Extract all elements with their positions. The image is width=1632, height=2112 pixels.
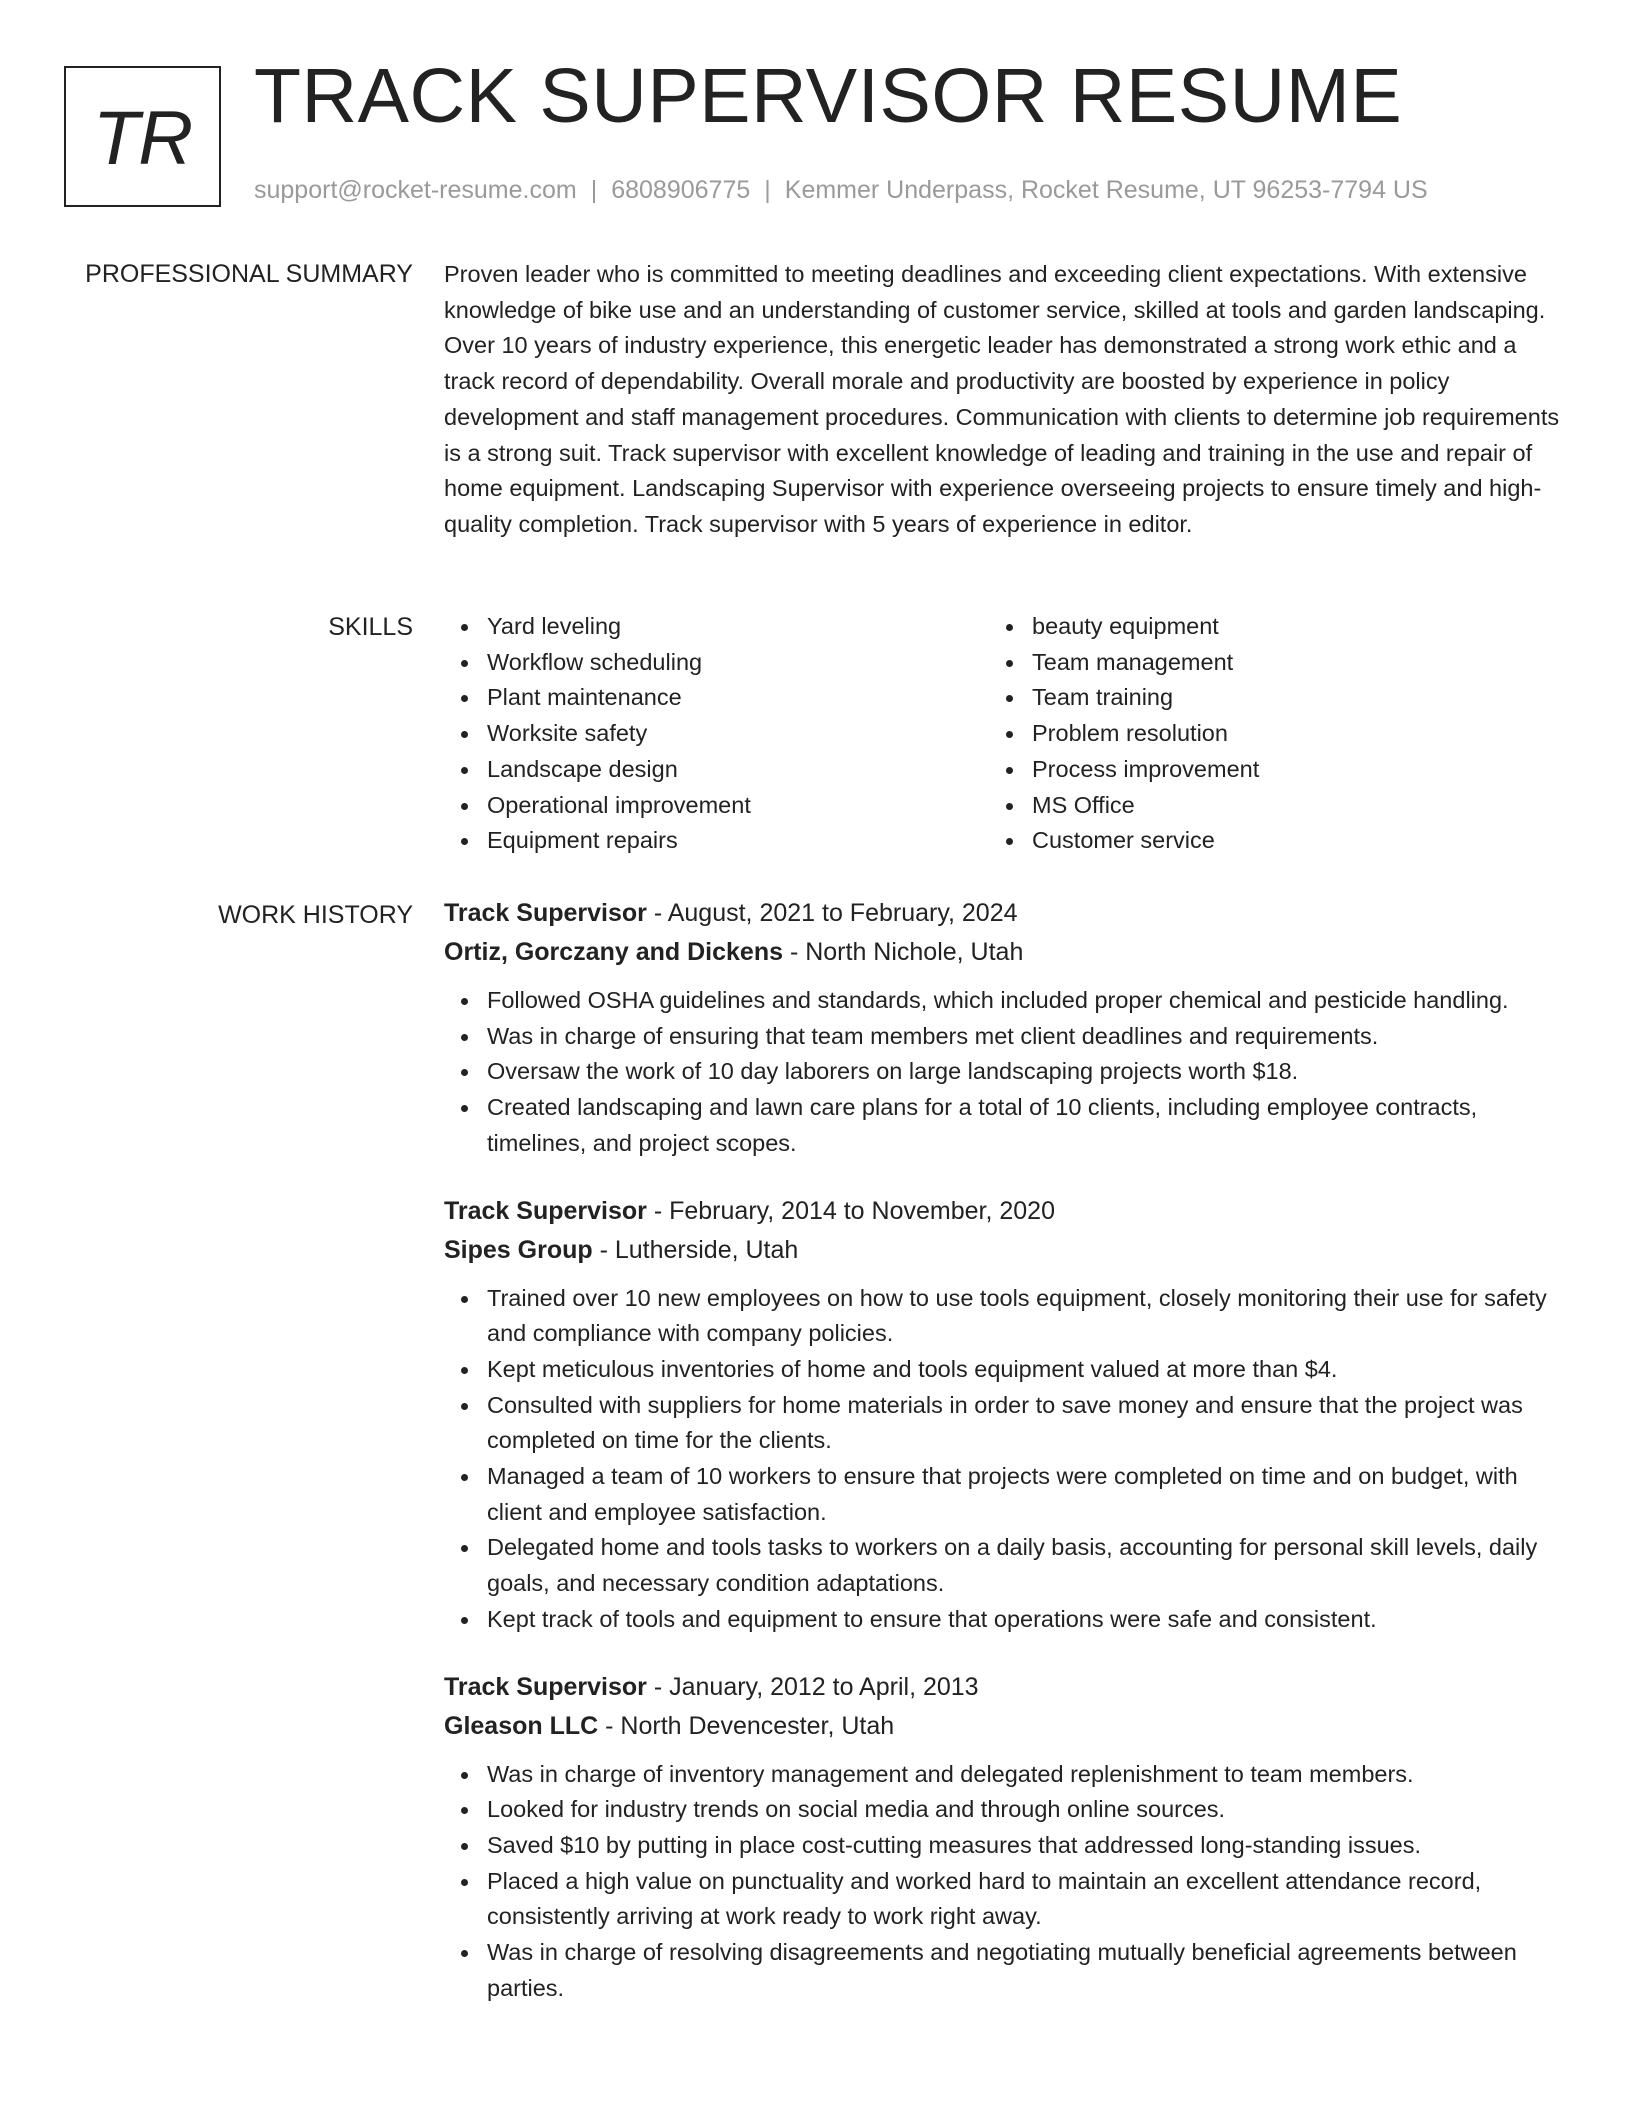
job-location: - Lutherside, Utah (592, 1235, 799, 1264)
resume-title: TRACK SUPERVISOR RESUME (254, 53, 1403, 139)
skill-item: Process improvement (1032, 752, 1534, 788)
work-history-label: WORK HISTORY (218, 901, 413, 929)
skill-item: Team training (1032, 680, 1534, 716)
contact-separator: | (764, 176, 771, 204)
skill-item: Equipment repairs (487, 823, 989, 859)
contact-line (254, 175, 1428, 205)
job-bullet: Saved $10 by putting in place cost-cutting measures that addressed long-standing issues. (487, 1828, 1564, 1864)
job-dates: - February, 2014 to November, 2020 (646, 1196, 1055, 1225)
job-bullet: Consulted with suppliers for home materials in order to save money and ensure that the project was completed on time for the clients. (487, 1388, 1564, 1459)
skill-item: Landscape design (487, 752, 989, 788)
skill-item: Worksite safety (487, 716, 989, 752)
job-title: Track Supervisor (444, 899, 647, 927)
job-title-line (444, 1192, 1564, 1231)
job-bullet: Was in charge of inventory management and delegated replenishment to team members. (487, 1757, 1564, 1793)
job-entry (444, 894, 1564, 1162)
job-company: Ortiz, Gorczany and Dickens (444, 938, 783, 966)
summary-section (444, 257, 1564, 543)
job-bullet: Oversaw the work of 10 day laborers on large landscaping projects worth $18. (487, 1054, 1564, 1090)
job-company-line (444, 1707, 1564, 1746)
job-title-line (444, 1668, 1564, 1707)
job-company-line (444, 933, 1564, 972)
job-bullet: Created landscaping and lawn care plans for a total of 10 clients, including employee contracts, timelines, and project scopes. (487, 1090, 1564, 1161)
job-location: - North Nichole, Utah (783, 938, 1024, 966)
job-entry (444, 1668, 1564, 2007)
skill-item: Plant maintenance (487, 680, 989, 716)
work-history-section (444, 894, 1564, 2036)
job-bullet: Trained over 10 new employees on how to use tools equipment, closely monitoring their use for safety and compliance with company policies. (487, 1281, 1564, 1352)
contact-address: Kemmer Underpass, Rocket Resume, UT 96253-7794 US (784, 176, 1428, 204)
job-bullet: Managed a team of 10 workers to ensure that projects were completed on time and on budget, with client and employee satisfaction. (487, 1459, 1564, 1530)
skills-list-left (444, 609, 989, 859)
job-company: Sipes Group (444, 1235, 593, 1264)
contact-email: support@rocket-resume.com (254, 176, 577, 204)
monogram-badge (64, 66, 221, 207)
skills-label: SKILLS (328, 613, 413, 641)
job-bullet: Kept meticulous inventories of home and tools equipment valued at more than $4. (487, 1352, 1564, 1388)
skill-item: Yard leveling (487, 609, 989, 645)
skill-item: MS Office (1032, 788, 1534, 824)
job-dates: - January, 2012 to April, 2013 (646, 1672, 979, 1701)
skill-item: Team management (1032, 645, 1534, 681)
summary-text: Proven leader who is committed to meeting deadlines and exceeding client expectations. With extensive knowledge of bike use and an understanding of customer service, skilled at tools and garden landscaping. Over 10 years of industry experience, this energetic leader has demonstrated a strong work ethic and a track record of dependability. Overall morale and productivity are boosted by experience in policy development and staff management procedures. Communication with clients to determine job requirements is a strong suit. Track supervisor with excellent knowledge of leading and training in the use and repair of home equipment. Landscaping Supervisor with experience overseeing projects to ensure timely and high-quality completion. Track supervisor with 5 years of experience in editor. (444, 261, 1560, 537)
job-bullet: Placed a high value on punctuality and worked hard to maintain an excellent attendance record, consistently arriving at work ready to work right away. (487, 1864, 1564, 1935)
job-bullet: Followed OSHA guidelines and standards, which included proper chemical and pesticide handling. (487, 983, 1564, 1019)
job-bullet: Was in charge of ensuring that team members met client deadlines and requirements. (487, 1019, 1564, 1055)
job-bullets (444, 1281, 1564, 1638)
skill-item: beauty equipment (1032, 609, 1534, 645)
job-location: - North Devencester, Utah (598, 1711, 895, 1740)
contact-separator: | (590, 176, 598, 204)
job-bullet: Kept track of tools and equipment to ensure that operations were safe and consistent. (487, 1602, 1564, 1638)
job-bullets (444, 983, 1564, 1162)
job-title: Track Supervisor (444, 1672, 647, 1701)
skill-item: Customer service (1032, 823, 1534, 859)
job-title: Track Supervisor (444, 1196, 647, 1225)
job-entry (444, 1192, 1564, 1638)
summary-label: PROFESSIONAL SUMMARY (85, 260, 413, 288)
skill-item: Workflow scheduling (487, 645, 989, 681)
contact-phone: 6808906775 (611, 176, 751, 204)
skill-item: Problem resolution (1032, 716, 1534, 752)
skill-item: Operational improvement (487, 788, 989, 824)
job-bullet: Looked for industry trends on social media and through online sources. (487, 1792, 1564, 1828)
job-bullet: Was in charge of resolving disagreements and negotiating mutually beneficial agreements between parties. (487, 1935, 1564, 2006)
job-title-line (444, 894, 1564, 933)
job-company: Gleason LLC (444, 1711, 599, 1740)
skills-list-right (989, 609, 1534, 859)
job-dates: - August, 2021 to February, 2024 (646, 899, 1018, 927)
job-company-line (444, 1231, 1564, 1270)
job-bullet: Delegated home and tools tasks to workers on a daily basis, accounting for personal skill levels, daily goals, and necessary condition adaptations. (487, 1530, 1564, 1601)
monogram-initials: TR (92, 95, 193, 181)
job-bullets (444, 1757, 1564, 2007)
skills-section (444, 609, 1564, 859)
